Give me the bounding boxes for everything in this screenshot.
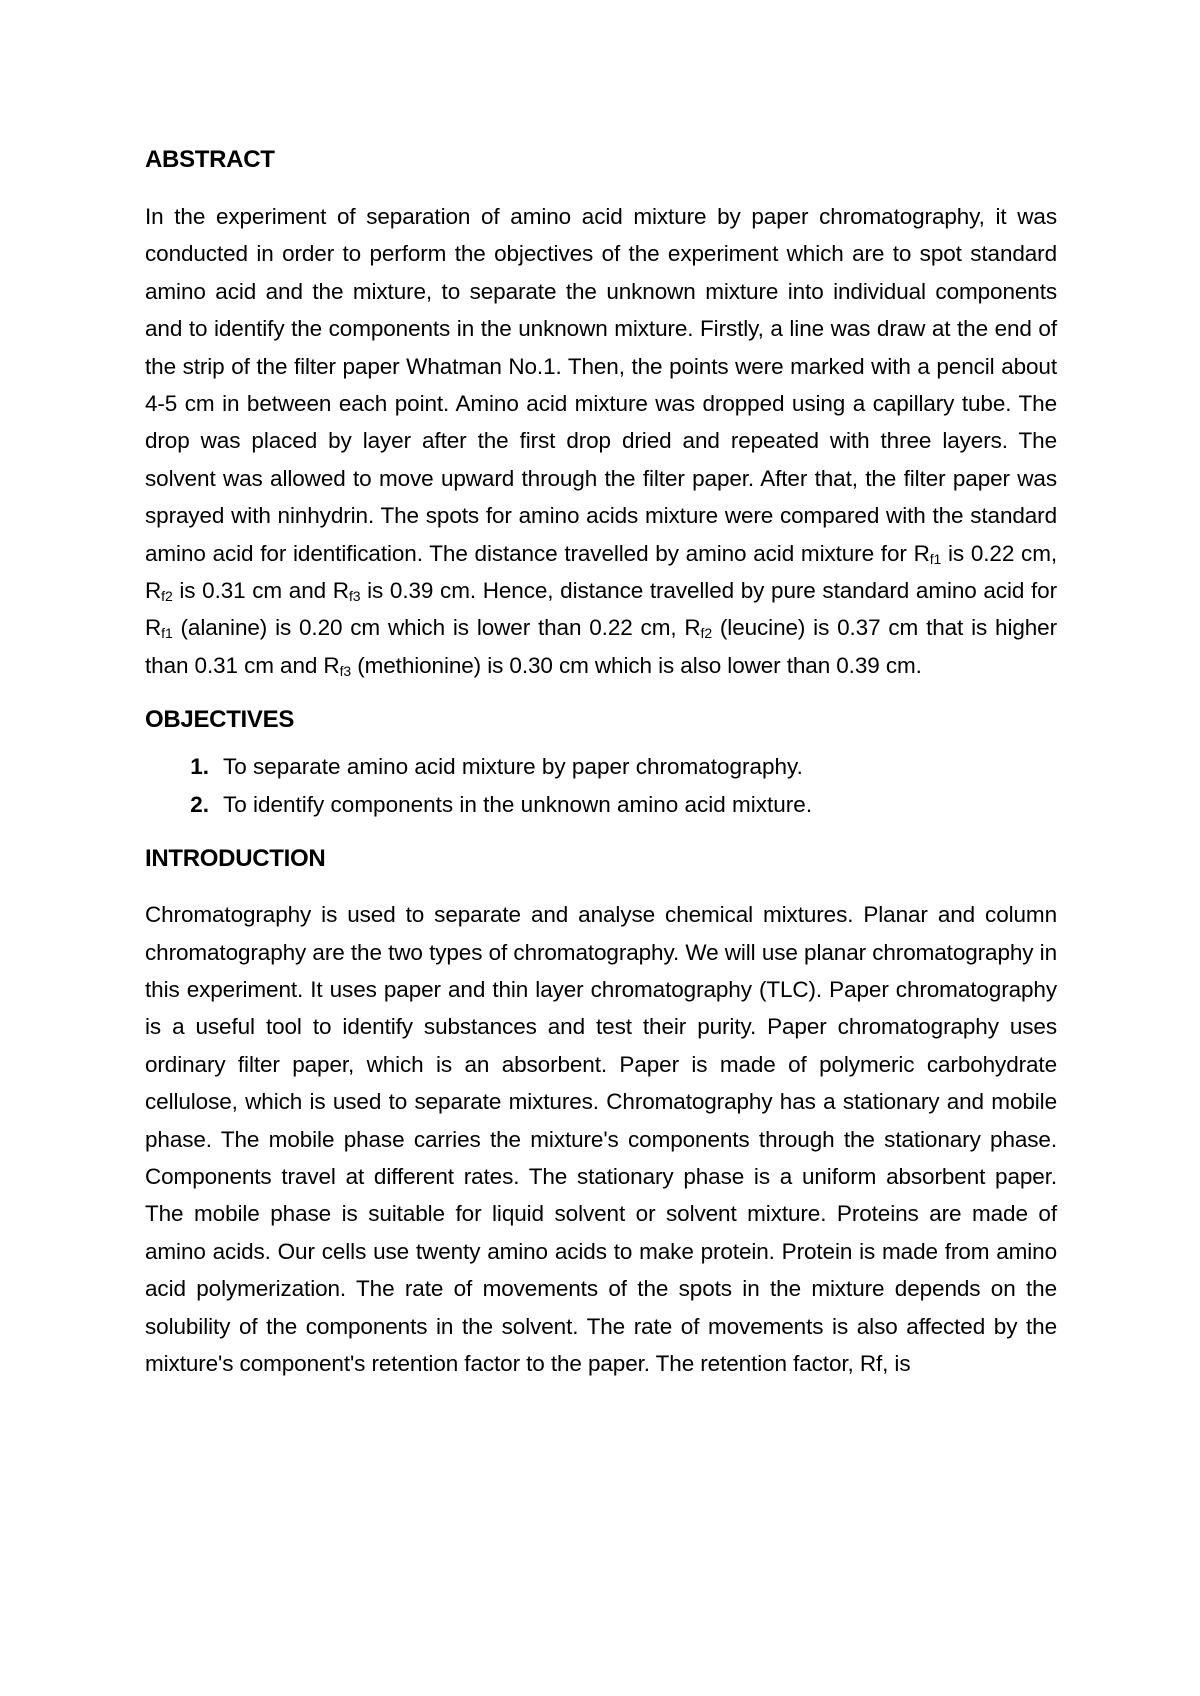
abstract-text-4: is 0.39 cm. Hence, distance travelled by pure standard amino acid for <box>360 578 1057 604</box>
list-item <box>145 786 1057 823</box>
abstract-text-7: (methionine) is 0.30 cm which is also lower than 0.39 cm. <box>351 652 922 678</box>
abstract-heading: ABSTRACT <box>145 146 275 173</box>
abstract-text-5: (alanine) is 0.20 cm which is lower than 0.22 cm, <box>172 615 685 641</box>
introduction-heading: INTRODUCTION <box>145 845 326 873</box>
abstract-text-1: In the experiment of separation of amino acid mixture by paper chromatography, it was conducted in order to perform the objectives of the experiment which are to spot standard amino acid and the mixture, to separate the unknown mixture into individual components and to identify the components in the unknown mixture. Firstly, a line was draw at the end of the strip of the filter paper Whatman No.1. Then, the points were marked with a pencil about 4-5 cm in between each point. Amino acid mixture was dropped using a capillary tube. The drop was placed by layer after the first drop dried and repeated with three layers. The solvent was allowed to move upward through the filter paper. After that, the filter paper was sprayed with ninhydrin. The spots for amino acids mixture were compared with the standard amino acid for identification. The distance travelled by amino acid mixture for <box>145 204 1057 566</box>
list-item-number: 2. <box>190 791 209 817</box>
list-item-text: To identify components in the unknown amino acid mixture. <box>223 791 813 817</box>
abstract-text-2: is 0.22 cm, <box>941 540 1058 566</box>
introduction-paragraph: Chromatography is used to separate and analyse chemical mixtures. Planar and column chromatography are the two types of chromatography. We will use planar chromatography in this experiment. It uses paper and thin layer chromatography (TLC). Paper chromatography is a useful tool to identify substances and test their purity. Paper chromatography uses ordinary filter paper, which is an absorbent. Paper is made of polymeric carbohydrate cellulose, which is used to separate mixtures. Chromatography has a stationary and mobile phase. The mobile phase carries the mixture's components through the stationary phase. Components travel at different rates. The stationary phase is a uniform absorbent paper. The mobile phase is suitable for liquid solvent or solvent mixture. Proteins are made of amino acids. Our cells use twenty amino acids to make protein. Protein is made from amino acid polymerization. The rate of movements of the spots in the mixture depends on the solubility of the components in the solvent. The rate of movements is also affected by the mixture's component's retention factor to the paper. The retention factor, Rf, is <box>145 902 1057 1376</box>
document-page <box>145 145 1057 1382</box>
rf3-symbol: $R_{f3}$ <box>323 652 352 679</box>
rf1-symbol: $R_{f1}$ <box>145 615 173 642</box>
abstract-text-6: (leucine) is 0.37 cm that is higher than 0.31 cm and <box>145 615 1057 678</box>
objectives-heading: OBJECTIVES <box>145 706 295 734</box>
list-item <box>145 748 1057 785</box>
abstract-paragraph <box>145 198 1057 684</box>
objectives-list <box>145 748 1057 823</box>
list-item-text: To separate amino acid mixture by paper chromatography. <box>223 754 803 780</box>
list-item-number: 1. <box>190 754 209 780</box>
abstract-text-3: is 0.31 cm and <box>172 578 333 604</box>
rf2-symbol: $R_{f2}$ <box>145 578 173 605</box>
rf1-symbol: $R_{f1}$ <box>913 540 942 567</box>
rf3-symbol: $R_{f3}$ <box>332 578 361 605</box>
rf2-symbol: $R_{f2}$ <box>684 615 713 642</box>
